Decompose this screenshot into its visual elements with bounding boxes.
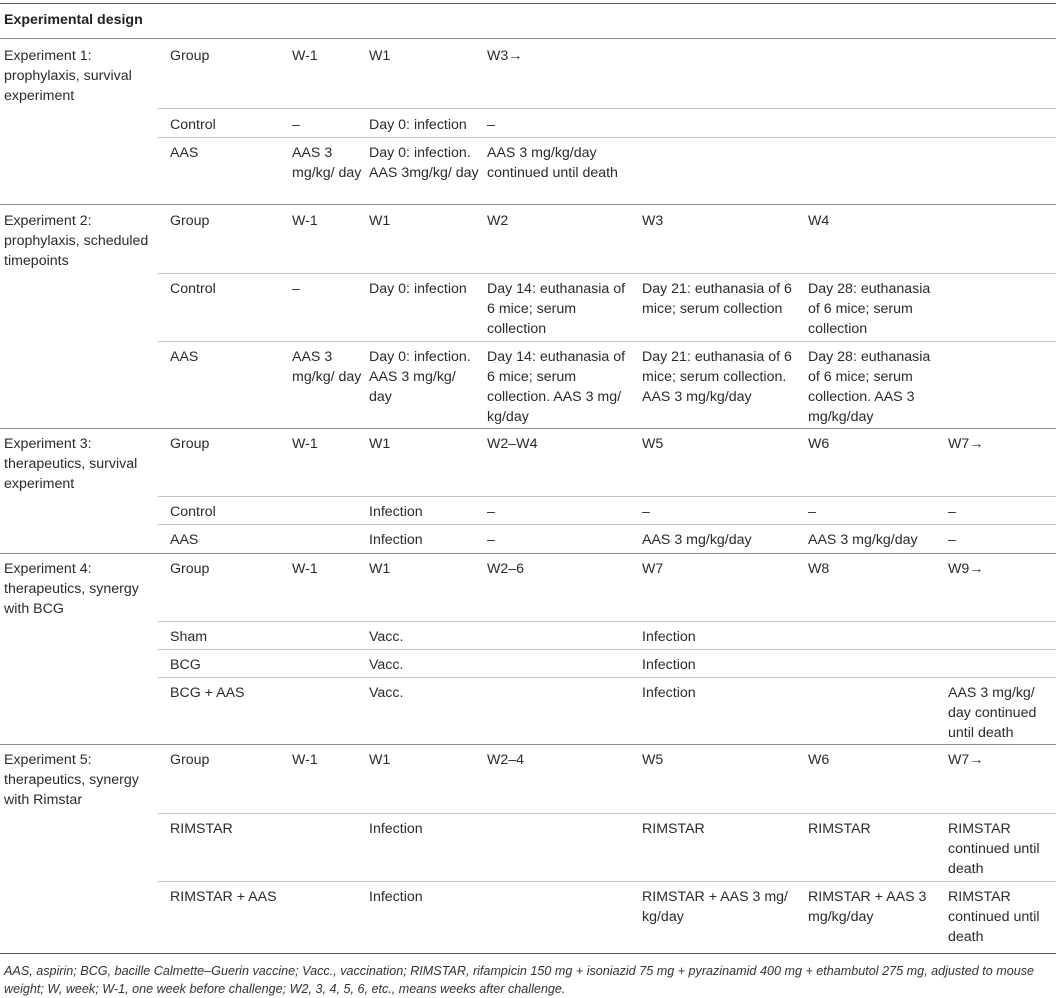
table-cell: Day 21: euthanasia of 6 mice; serum collection <box>642 281 792 317</box>
table-cell: RIMSTAR continued until death <box>948 821 1040 877</box>
row-divider <box>158 137 1056 138</box>
table-cell: AAS 3 mg/kg/ day <box>292 145 362 181</box>
table-header-cell: W6 <box>808 436 830 452</box>
table-cell: Day 0: infection <box>369 281 467 297</box>
table-cell: AAS 3 mg/kg/day continued until death <box>487 145 618 181</box>
table-cell: Infection <box>369 532 423 548</box>
row-divider <box>158 677 1056 678</box>
row-divider <box>158 881 1056 882</box>
table-header-cell: W5 <box>642 436 664 452</box>
table-cell: Day 0: infection. AAS 3mg/kg/ day <box>369 145 479 181</box>
table-cell: Infection <box>642 629 696 645</box>
row-divider <box>158 621 1056 622</box>
table-cell: Infection <box>369 504 423 520</box>
table-cell: Control <box>170 504 216 520</box>
table-cell: RIMSTAR + AAS <box>170 889 277 905</box>
table-cell: RIMSTAR <box>170 821 233 837</box>
section-divider <box>0 204 1056 205</box>
table-header-cell: W9→ <box>948 561 984 577</box>
table-header-cell: W1 <box>369 752 391 768</box>
top-rule <box>0 3 1056 4</box>
table-cell: AAS <box>170 145 199 161</box>
table-title: Experimental design <box>4 12 143 28</box>
table-header-cell: W5 <box>642 752 664 768</box>
section-divider <box>0 744 1056 745</box>
table-header-cell: Group <box>170 213 210 229</box>
table-header-cell: Group <box>170 752 210 768</box>
table-cell: RIMSTAR continued until death <box>948 889 1040 945</box>
table-header-cell: W2 <box>487 213 509 229</box>
table-header-cell: W7 <box>642 561 664 577</box>
table-cell: Infection <box>369 821 423 837</box>
table-cell: RIMSTAR <box>808 821 871 837</box>
row-divider <box>158 496 1056 497</box>
table-header-cell: W1 <box>369 48 391 64</box>
table-cell: – <box>487 504 495 520</box>
table-cell: – <box>808 504 816 520</box>
table-cell: – <box>642 504 650 520</box>
table-cell: Vacc. <box>369 657 404 673</box>
row-divider <box>158 341 1056 342</box>
table-cell: – <box>487 532 495 548</box>
table-cell: Day 28: euthanasia of 6 mice; serum collection <box>808 281 931 337</box>
table-cell: Day 14: euthanasia of 6 mice; serum collection <box>487 281 626 337</box>
table-cell: Infection <box>642 657 696 673</box>
table-cell: Infection <box>369 889 423 905</box>
table-header-cell: W3 <box>642 213 664 229</box>
table-header-cell: W2–4 <box>487 752 525 768</box>
table-header-cell: W1 <box>369 213 391 229</box>
table-header-cell: W2–W4 <box>487 436 538 452</box>
table-header-cell: W3→ <box>487 48 523 64</box>
table-cell: AAS 3 mg/kg/ day <box>292 349 362 385</box>
table-header-cell: W-1 <box>292 213 318 229</box>
table-header-cell: W-1 <box>292 48 318 64</box>
table-header-cell: Group <box>170 48 210 64</box>
table-cell: AAS 3 mg/kg/day <box>808 532 918 548</box>
table-cell: Infection <box>642 685 696 701</box>
table-footnote: AAS, aspirin; BCG, bacille Calmette–Guerin vaccine; Vacc., vaccination; RIMSTAR, rifampicin 150 mg + isoniazid 75 mg + pyrazinamid 400 mg + ethambutol 275 mg, adjusted to mouse weight; W, week; W-1, one week before challenge; W2, 3, 4, 5, 6, etc., means weeks after challenge. <box>4 964 1035 996</box>
experiment-2-name: Experiment 2: prophylaxis, scheduled timepoints <box>4 213 149 269</box>
table-cell: – <box>292 281 300 297</box>
table-header-cell: Group <box>170 436 210 452</box>
table-cell: AAS <box>170 349 199 365</box>
table-header-cell: W1 <box>369 561 391 577</box>
table-cell: AAS 3 mg/kg/day <box>642 532 752 548</box>
experiment-5-name: Experiment 5: therapeutics, synergy with Rimstar <box>4 752 139 808</box>
bottom-rule <box>0 953 1056 954</box>
section-divider <box>0 553 1056 554</box>
row-divider <box>158 524 1056 525</box>
table-cell: AAS <box>170 532 199 548</box>
row-divider <box>158 649 1056 650</box>
title-rule <box>0 38 1056 39</box>
table-cell: Vacc. <box>369 629 404 645</box>
table-header-cell: Group <box>170 561 210 577</box>
table-cell: Day 0: infection <box>369 117 467 133</box>
table-cell: – <box>948 504 956 520</box>
table-cell: – <box>948 532 956 548</box>
table-header-cell: W-1 <box>292 561 318 577</box>
table-header-cell: W-1 <box>292 436 318 452</box>
table-cell: Day 28: euthanasia of 6 mice; serum collection. AAS 3 mg/kg/day <box>808 349 931 425</box>
table-cell: RIMSTAR <box>642 821 705 837</box>
table-cell: RIMSTAR + AAS 3 mg/ kg/day <box>642 889 788 925</box>
table-header-cell: W7→ <box>948 436 984 452</box>
table-cell: Control <box>170 117 216 133</box>
table-cell: RIMSTAR + AAS 3 mg/kg/day <box>808 889 927 925</box>
table-header-cell: W6 <box>808 752 830 768</box>
table-cell: Day 21: euthanasia of 6 mice; serum collection. AAS 3 mg/kg/day <box>642 349 792 405</box>
table-cell: – <box>292 117 300 133</box>
row-divider <box>158 813 1056 814</box>
section-divider <box>0 428 1056 429</box>
experiment-4-name: Experiment 4: therapeutics, synergy with BCG <box>4 561 139 617</box>
table-header-cell: W2–6 <box>487 561 525 577</box>
table-header-cell: W-1 <box>292 752 318 768</box>
table-cell: BCG <box>170 657 201 673</box>
experiment-3-name: Experiment 3: therapeutics, survival experiment <box>4 436 138 492</box>
table-cell: Day 0: infection. AAS 3 mg/kg/ day <box>369 349 471 405</box>
row-divider <box>158 108 1056 109</box>
table-header-cell: W7→ <box>948 752 984 768</box>
table-header-cell: W8 <box>808 561 830 577</box>
table-cell: BCG + AAS <box>170 685 245 701</box>
table-cell: Sham <box>170 629 208 645</box>
table-cell: Vacc. <box>369 685 404 701</box>
table-header-cell: W4 <box>808 213 830 229</box>
table-cell: AAS 3 mg/kg/ day continued until death <box>948 685 1037 741</box>
row-divider <box>158 273 1056 274</box>
table-cell: – <box>487 117 495 133</box>
table-cell: Control <box>170 281 216 297</box>
table-cell: Day 14: euthanasia of 6 mice; serum collection. AAS 3 mg/ kg/day <box>487 349 626 425</box>
experiment-1-name: Experiment 1: prophylaxis, survival experiment <box>4 48 132 104</box>
table-header-cell: W1 <box>369 436 391 452</box>
